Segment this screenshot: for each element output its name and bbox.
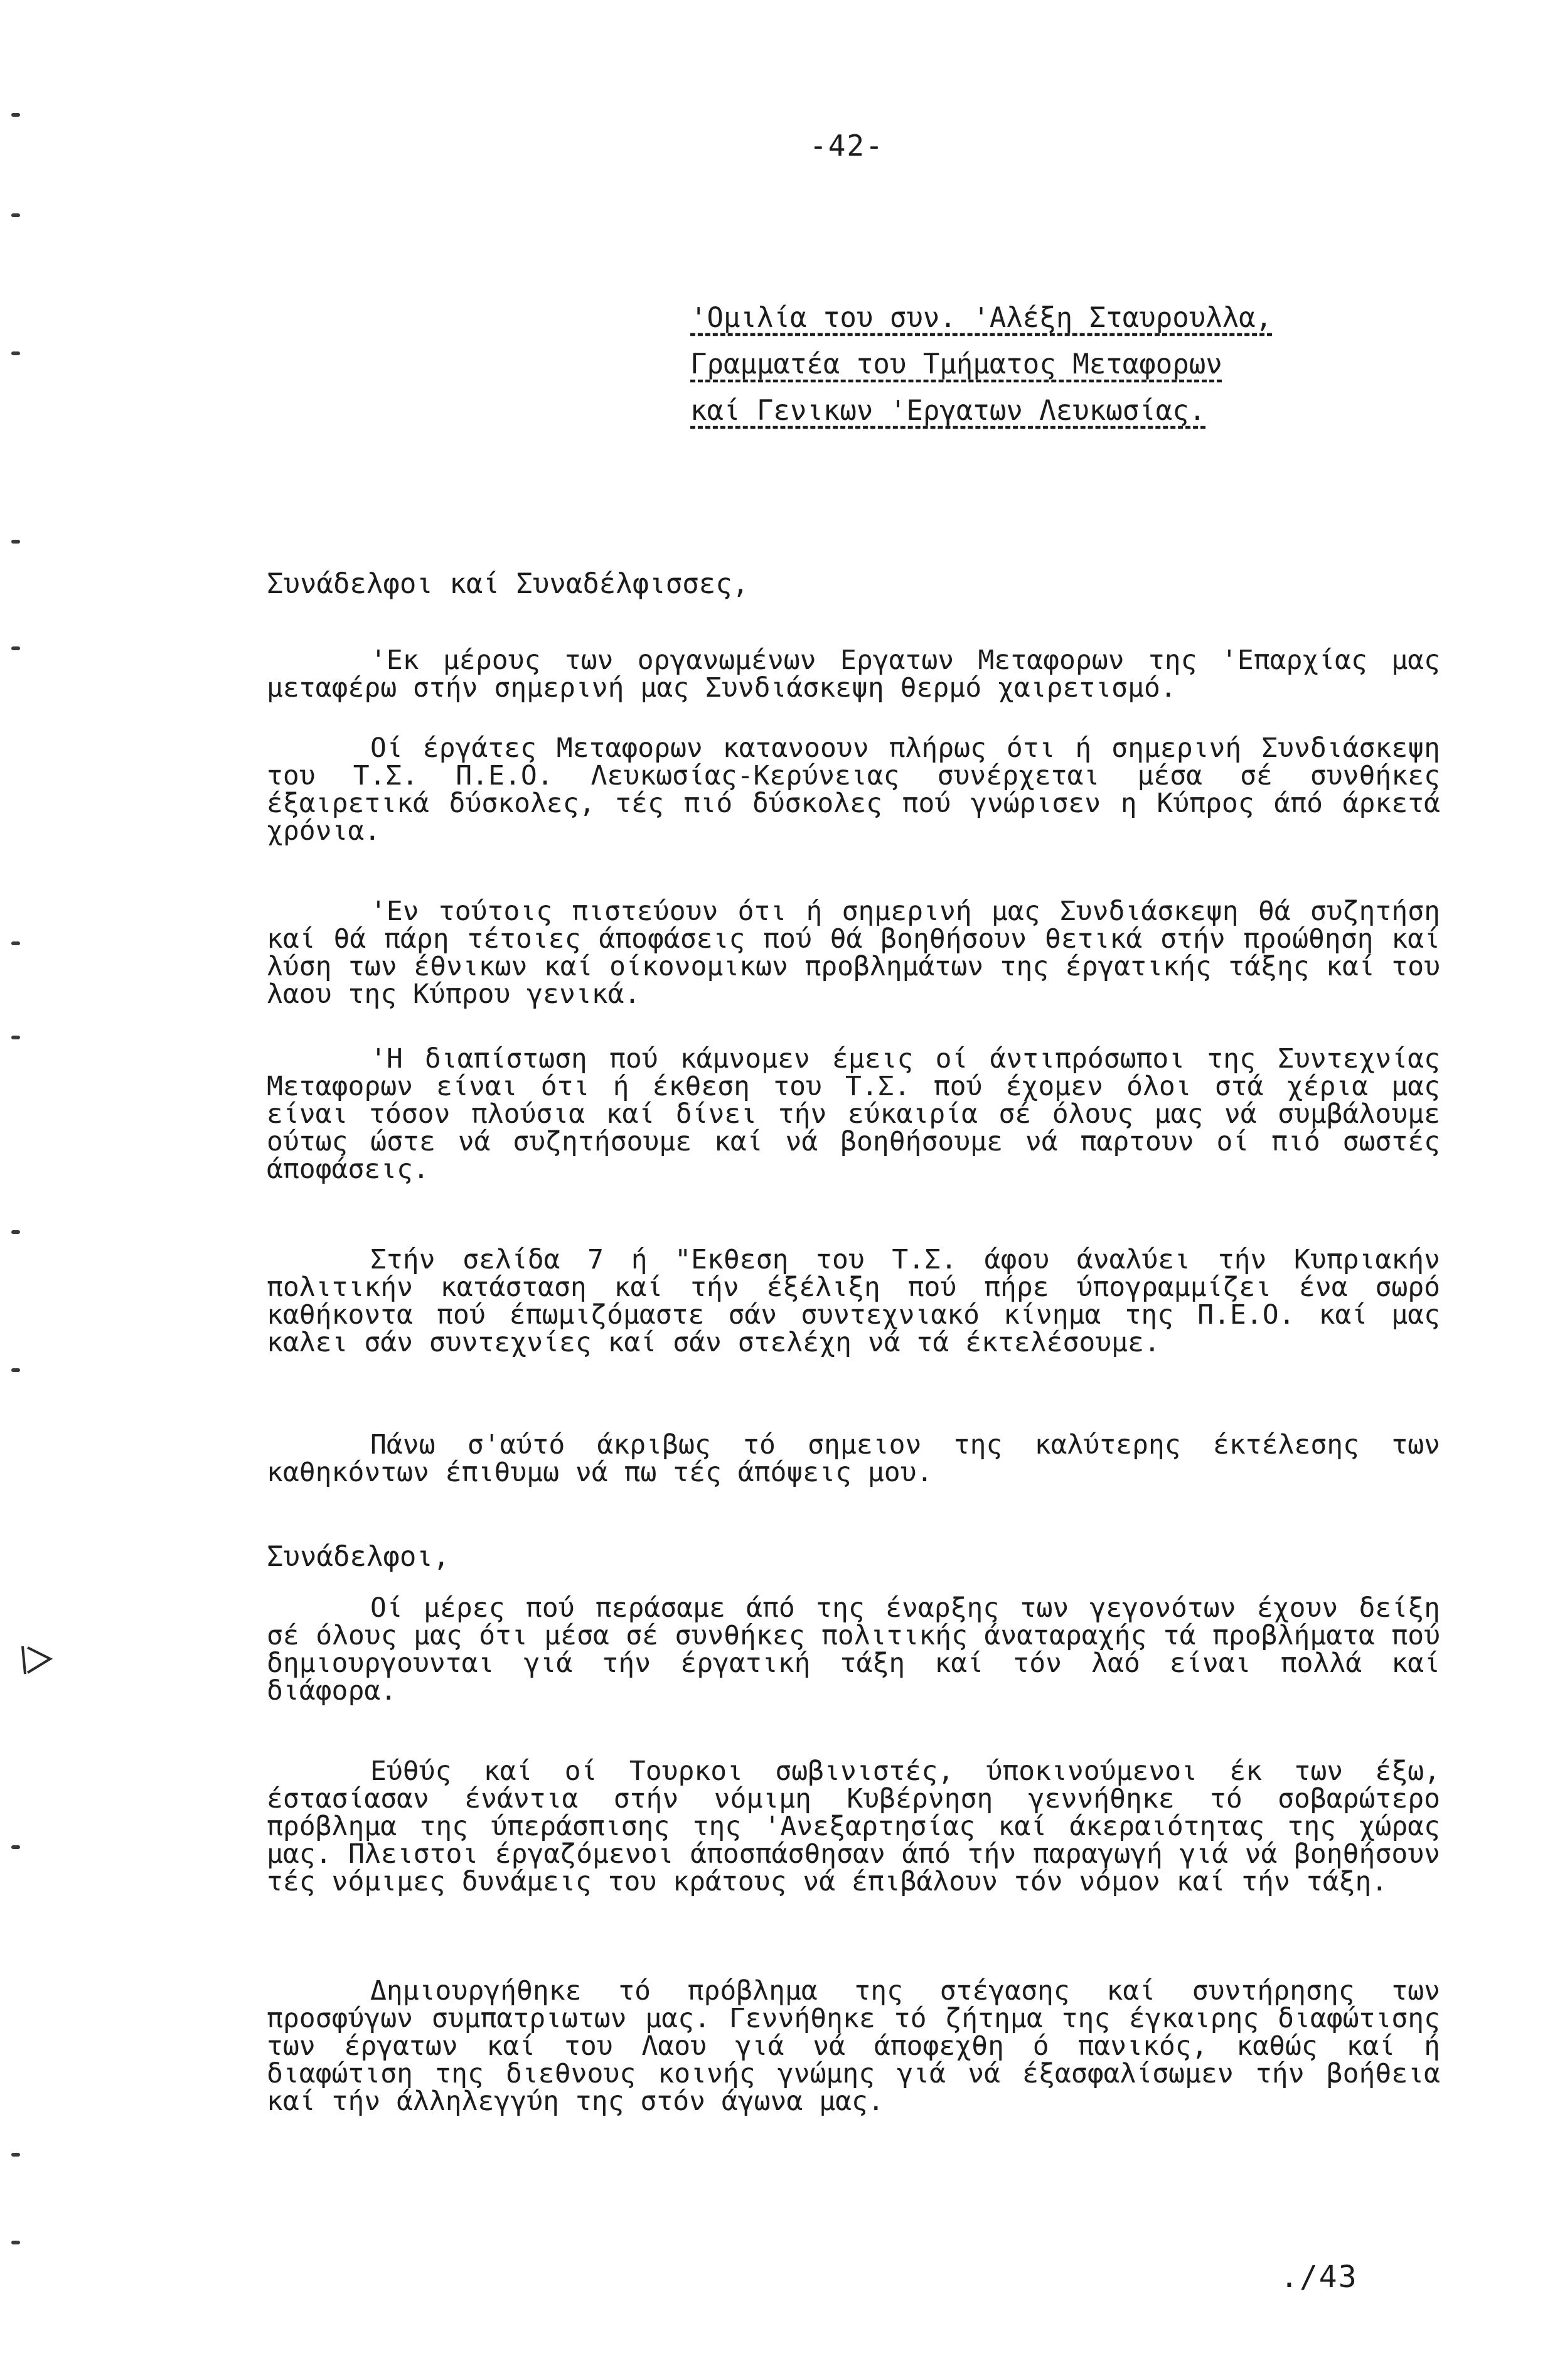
paragraph: 'Η διαπίστωση πού κάμνομεν έμεις οί άντιπρόσωποι της Συντεχνίας Μεταφορων είναι ότι ή έκθεση του Τ.Σ. πού έχομεν όλοι στά χέρια μας είναι τόσον πλούσια καί δίνει τήν εύκαιρία σέ όλους μας νά συμβάλουμε ούτως ώστε νά συζητήσουμε καί νά βοηθήσουμε νά παρτουν οί πιό σωστές άποφάσεις. [267,1043,1440,1185]
page-number: -42- [810,129,884,163]
speech-heading [690,295,1519,434]
paragraph: Στήν σελίδα 7 ή "Εκθεση του Τ.Σ. άφου άναλύει τήν Κυπριακήν πολιτικήν κατάσταση καί τήν έξέλιξη πού πήρε ύπογραμμίζει ένα σωρό καθήκοντα πού έπωμιζόμαστε σάν συντεχνιακό κίνημα της Π.Ε.Ο. καί μας καλει σάν συντεχνίες καί σάν στελέχη νά τά έκτελέσουμε. [267,1244,1440,1358]
scan-speck [11,1230,20,1234]
scan-speck [11,2241,20,2244]
scan-speck [11,213,20,217]
scan-speck [11,1036,20,1039]
heading-line: καί Γενικων 'Εργατων Λευκωσίας. [690,395,1206,427]
margin-arrow-mark [19,1641,56,1679]
continuation-marker: ./43 [1280,2259,1358,2295]
heading-line: 'Ομιλία του συν. 'Αλέξη Σταυρουλλα, [690,302,1273,334]
salutation: Συνάδελφοι, [267,1541,450,1573]
paragraph: Οί έργάτες Μεταφορων κατανοουν πλήρως ότι ή σημερινή Συνδιάσκεψη του Τ.Σ. Π.Ε.Ο. Λευκωσίας-Κερύνειας συνέρχεται μέσα σέ συνθήκες έξαιρετικά δύσκολες, τές πιό δύσκολες πού γνώρισεν η Κύπρος άπό άρκετά χρόνια. [267,732,1440,847]
paragraph: Δημιουργήθηκε τό πρόβλημα της στέγασης καί συντήρησης των προσφύγων συμπατριωτων μας. Γεννήθηκε τό ζήτημα της έγκαιρης διαφώτισης των έργατων καί του Λαου γιά νά άποφεχθη ό πανικός, καθώς καί ή διαφώτιση της διεθνους κοινής γνώμης γιά νά έξασφαλίσωμεν τήν βοήθεια καί τήν άλληλεγγύη της στόν άγωνα μας. [267,1975,1440,2117]
scan-speck [11,941,20,945]
paragraph: 'Εκ μέρους των οργανωμένων Εργατων Μεταφορων της 'Επαρχίας μας μεταφέρω στήν σημερινή μας Συνδιάσκεψη θερμό χαιρετισμό. [267,645,1440,704]
scan-speck [11,113,20,117]
paragraph: Εύθύς καί οί Τουρκοι σωβινιστές, ύποκινούμενοι έκ των έξω, έστασίασαν ένάντια στήν νόμιμη Κυβέρνηση γεννήθηκε τό σοβαρώτερο πρόβλημα της ύπεράσπισης της 'Ανεξαρτησίας καί άκεραιότητας της χώρας μας. Πλειστοι έργαζόμενοι άποσπάσθησαν άπό τήν παραγωγή γιά νά βοηθήσουν τές νόμιμες δυνάμεις του κράτους νά έπιβάλουν τόν νόμον καί τήν τάξη. [267,1756,1440,1897]
scan-speck [11,646,20,650]
scan-speck [11,351,20,355]
scan-speck [11,540,20,544]
scan-speck [11,1368,20,1372]
scan-speck [11,1845,20,1849]
paragraph: 'Εν τούτοις πιστεύουν ότι ή σημερινή μας Συνδιάσκεψη θά συζητήση καί θά πάρη τέτοιες άποφάσεις πού θά βοηθήσουν θετικά στήν προώθηση καί λύση των έθνικων καί οίκονομικων προβλημάτων της έργατικής τάξης καί του λαου της Κύπρου γενικά. [267,896,1440,1010]
salutation: Συνάδελφοι καί Συναδέλφισσες, [267,568,749,600]
scan-speck [11,2153,20,2157]
paragraph: Πάνω σ'αύτό άκριβως τό σημειον της καλύτερης έκτέλεσης των καθηκόντων έπιθυμω νά πω τές άπόψεις μου. [267,1429,1440,1488]
heading-line: Γραμματέα του Τμήματος Μεταφορων [690,348,1222,380]
paragraph: Οί μέρες πού περάσαμε άπό της έναρξης των γεγονότων έχουν δείξη σέ όλους μας ότι μέσα σέ συνθήκες πολιτικής άναταραχής τά προβλήματα πού δημιουργουνται γιά τήν έργατική τάξη καί τόν λαό είναι πολλά καί διάφορα. [267,1592,1440,1707]
